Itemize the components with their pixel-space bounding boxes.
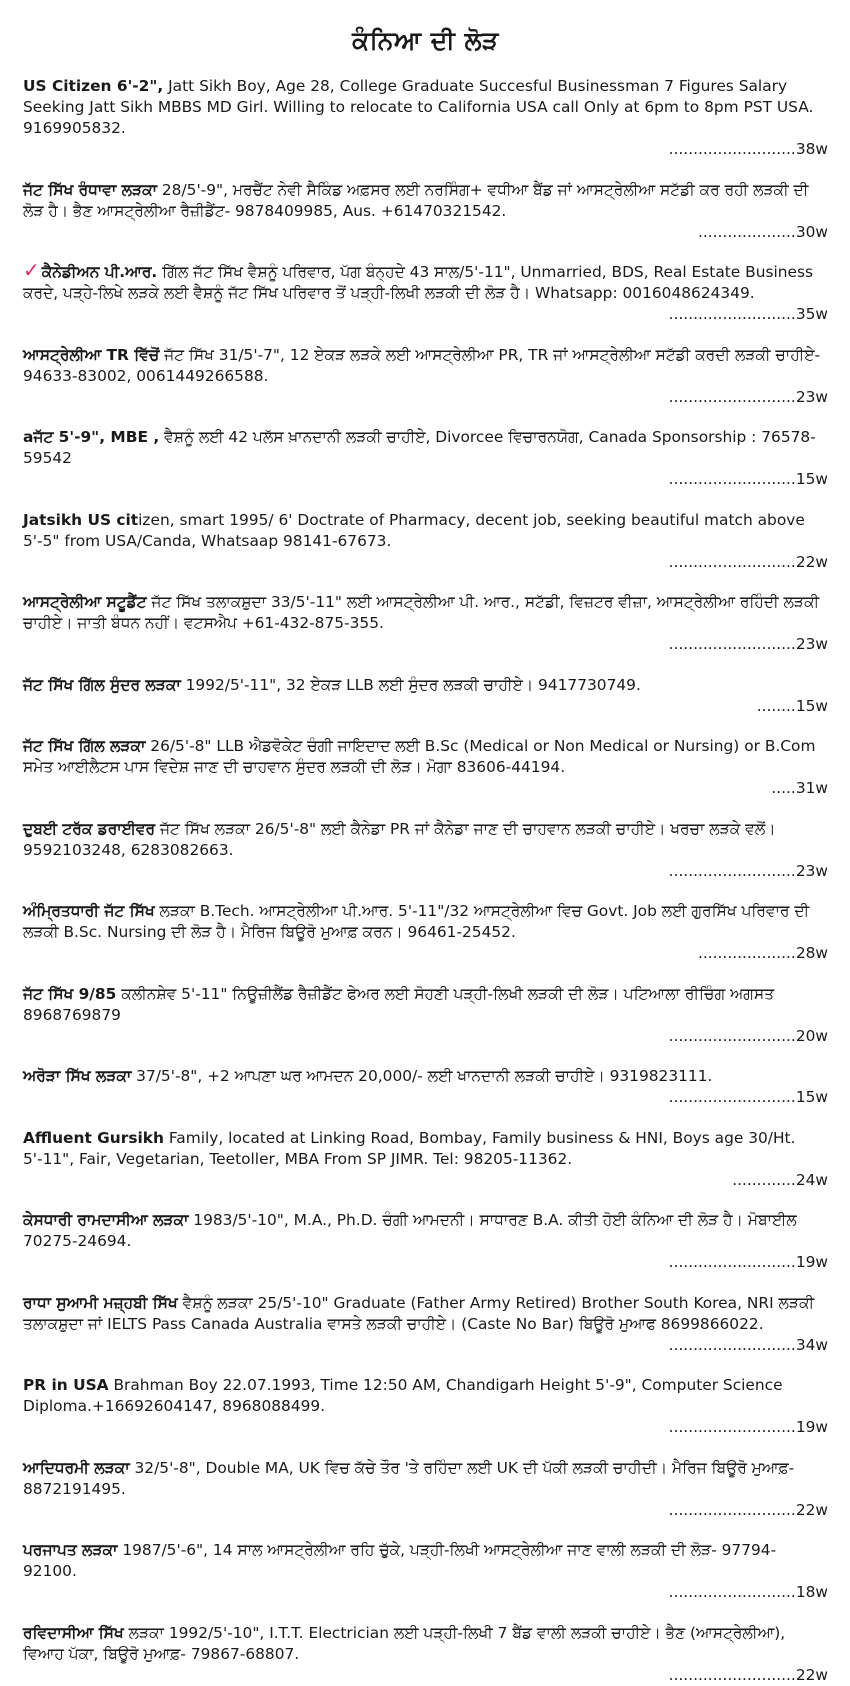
ads-list: [23, 76, 828, 1686]
ad-word-count: .....31w: [771, 779, 828, 797]
classified-ad: [23, 180, 828, 243]
ad-price-line: [23, 943, 828, 964]
ad-price-line: [23, 139, 828, 160]
ad-lead: ਆਸਟ੍ਰੇਲੀਆ ਸਟੂਡੈਂਟ: [23, 593, 147, 611]
ad-text: 37/5'-8", +2 ਆਪਣਾ ਘਰ ਆਮਦਨ 20,000/- ਲਈ ਖਾਨਦਾਨੀ ਲੜਕੀ ਚਾਹੀਏ। 9319823111.: [131, 1067, 713, 1085]
ad-lead: aਜੱਟ 5'-9", MBE ,: [23, 428, 160, 446]
ad-body: [23, 1210, 828, 1252]
ad-word-count: ..........................19w: [668, 1253, 828, 1271]
ad-body: [23, 819, 828, 861]
ad-body: [23, 592, 828, 634]
ad-word-count: ..........................22w: [668, 552, 828, 571]
ad-price-line: [23, 1252, 828, 1273]
ad-body: [23, 675, 828, 696]
ad-lead: PR in USA: [23, 1376, 109, 1394]
ad-lead: ਅਰੋੜਾ ਸਿੱਖ ਲੜਕਾ: [23, 1067, 132, 1085]
ad-body: [23, 427, 828, 469]
ad-text: 1983/5'-10", M.A., Ph.D. ਚੰਗੀ ਆਮਦਨੀ। ਸਾਧਾਰਣ B.A. ਕੀਤੀ ਹੋਈ ਕੰਨਿਆ ਦੀ ਲੋੜ ਹੈ। ਮੋਬਾਈਲ 70275-24694.: [23, 1211, 797, 1250]
ad-body: [23, 1375, 828, 1417]
ad-lead: ਜੱਟ ਸਿੱਖ ਗਿੱਲ ਸੁੰਦਰ ਲੜਕਾ: [23, 675, 181, 694]
classified-ad: [23, 1540, 828, 1603]
ad-lead: US Citizen 6'-2",: [23, 77, 164, 95]
ad-price-line: [23, 1026, 828, 1047]
ad-body: [23, 258, 828, 304]
classified-ad: [23, 1623, 828, 1686]
ad-price-line: [23, 1170, 828, 1191]
ad-text: ਗਿੱਲ ਜੱਟ ਸਿੱਖ ਵੈਸ਼ਨੂੰ ਪਰਿਵਾਰ, ਪੱਗ ਬੰਨ੍ਹਦੇ 43 ਸਾਲ/5'-11", Unmarried, BDS, Real Estate Business ਕਰਦੇ, ਪੜ੍ਹੇ-ਲਿਖੇ ਲੜਕੇ ਲਈ ਵੈਸ਼ਨੂੰ ਜੱਟ ਸਿੱਖ ਪਰਿਵਾਰ ਤੋਂ ਪੜ੍ਹੀ-ਲਿਖੀ ਲੜਕੀ ਦੀ ਲੋੜ ਹੈ। Whatsapp: 0016048624349.: [23, 263, 814, 302]
ad-body: [23, 1128, 828, 1170]
classified-ad: [23, 592, 828, 655]
ad-body: [23, 510, 828, 552]
ad-lead: ਜੱਟ ਸਿੱਖ 9/85: [23, 984, 117, 1003]
ad-word-count: ..........................34w: [668, 1335, 828, 1354]
ad-lead: ਜੱਟ ਸਿੱਖ ਗਿੱਲ ਲੜਕਾ: [23, 737, 146, 755]
classified-ad: [23, 510, 828, 573]
ad-price-line: [23, 861, 828, 882]
ad-price-line: [23, 469, 828, 490]
ad-body: [23, 180, 828, 222]
ad-word-count: ........15w: [756, 696, 828, 715]
ad-word-count: ..........................23w: [668, 387, 828, 406]
classified-ad: [23, 1293, 828, 1356]
ad-price-line: [23, 1500, 828, 1521]
classified-ad: [23, 1066, 828, 1108]
ad-lead: ਰਵਿਦਾਸੀਆ ਸਿੱਖ: [23, 1623, 124, 1642]
ad-price-line: [23, 1087, 828, 1108]
ad-text: ਜੱਟ ਸਿੱਖ 31/5'-7", 12 ਏਕੜ ਲੜਕੇ ਲਈ ਆਸਟ੍ਰੇਲੀਆ PR, TR ਜਾਂ ਆਸਟ੍ਰੇਲੀਆ ਸਟੱਡੀ ਕਰਦੀ ਲੜਕੀ ਚਾਹੀਏ- 94633-83002, 0061449266588.: [23, 345, 821, 385]
ad-text: izen, smart 1995/ 6' Doctrate of Pharmacy, decent job, seeking beautiful match above 5'-5" from USA/Canda, Whatsaap 98141-67673.: [23, 510, 805, 550]
ad-body: [23, 76, 828, 139]
ad-body: [23, 1293, 828, 1335]
ad-word-count: .............24w: [732, 1170, 828, 1189]
ad-text: 26/5'-8" LLB ਐਡਵੋਕੇਟ ਚੰਗੀ ਜਾਇਦਾਦ ਲਈ B.Sc (Medical or Non Medical or Nursing) or B.Com ਸਮੇਤ ਆਈਲੈਟਸ ਪਾਸ ਵਿਦੇਸ਼ ਜਾਣ ਦੀ ਚਾਹਵਾਨ ਸੁੰਦਰ ਲੜਕੀ ਦੀ ਲੋੜ। ਮੋਗਾ 83606-44194.: [23, 737, 816, 776]
classified-ad: [23, 345, 828, 408]
ad-body: [23, 1623, 828, 1665]
ad-lead: ਆਦਿਧਰਮੀ ਲੜਕਾ: [23, 1458, 130, 1477]
ad-lead: ਕੈਨੇਡੀਅਨ ਪੀ.ਆਰ.: [41, 263, 158, 281]
ad-price-line: [23, 304, 828, 325]
ad-word-count: ..........................38w: [668, 140, 828, 158]
classified-ad: [23, 1128, 828, 1191]
ad-body: [23, 345, 828, 387]
ad-text: 1992/5'-11", 32 ਏਕੜ LLB ਲਈ ਸੁੰਦਰ ਲੜਕੀ ਚਾਹੀਏ। 9417730749.: [180, 675, 641, 694]
ad-price-line: [23, 634, 828, 655]
classified-ad: [23, 1210, 828, 1273]
ad-body: [23, 984, 828, 1026]
ad-price-line: [23, 1582, 828, 1603]
ad-body: [23, 901, 828, 943]
ad-lead: ਦੁਬਈ ਟਰੱਕ ਡਰਾਈਵਰ: [23, 819, 156, 838]
ad-word-count: ..........................23w: [668, 635, 828, 653]
ad-text: ਜੱਟ ਸਿੱਖ ਤਲਾਕਸ਼ੁਦਾ 33/5'-11" ਲਈ ਆਸਟ੍ਰੇਲੀਆ ਪੀ. ਆਰ., ਸਟੱਡੀ, ਵਿਜ਼ਟਰ ਵੀਜ਼ਾ, ਆਸਟ੍ਰੇਲੀਆ ਰਹਿੰਦੀ ਲੜਕੀ ਚਾਹੀਏ। ਜਾਤੀ ਬੰਧਨ ਨਹੀਂ। ਵਟਸਐਪ +61-432-875-355.: [23, 593, 820, 632]
ad-lead: ਕੇਸਧਾਰੀ ਰਾਮਦਾਸੀਆ ਲੜਕਾ: [23, 1211, 189, 1229]
classified-ad: [23, 76, 828, 160]
classified-ad: [23, 427, 828, 490]
ad-word-count: ....................28w: [697, 944, 828, 962]
ad-text: Brahman Boy 22.07.1993, Time 12:50 AM, Chandigarh Height 5'-9", Computer Science Diploma.+16692604147, 8968088499.: [23, 1376, 783, 1415]
ad-lead: ਆਸਟ੍ਰੇਲੀਆ TR ਵਿੱਚੋਂ: [23, 345, 160, 364]
ad-word-count: ..........................18w: [668, 1583, 828, 1601]
classified-ad: [23, 819, 828, 882]
ad-word-count: ..........................22w: [668, 1500, 828, 1519]
ad-text: 32/5'-8", Double MA, UK ਵਿਚ ਕੱਚੇ ਤੌਰ 'ਤੇ ਰਹਿੰਦਾ ਲਈ UK ਦੀ ਪੱਕੀ ਲੜਕੀ ਚਾਹੀਦੀ। ਮੈਰਿਜ ਬਿਊਰੋ ਮੁਆਫ਼- 8872191495.: [23, 1458, 795, 1498]
ad-text: 28/5'-9", ਮਰਚੈਂਟ ਨੇਵੀ ਸੈਕਿੰਡ ਅਫ਼ਸਰ ਲਈ ਨਰਸਿੰਗ+ ਵਧੀਆ ਬੈਂਡ ਜਾਂ ਆਸਟ੍ਰੇਲੀਆ ਸਟੱਡੀ ਕਰ ਰਹੀ ਲੜਕੀ ਦੀ ਲੋੜ ਹੈ। ਭੈਣ ਆਸਟ੍ਰੇਲੀਆ ਰੈਜ਼ੀਡੈਂਟ- 9878409985, Aus. +61470321542.: [23, 180, 809, 220]
ad-text: ਜੱਟ ਸਿੱਖ ਲੜਕਾ 26/5'-8" ਲਈ ਕੈਨੇਡਾ PR ਜਾਂ ਕੈਨੇਡਾ ਜਾਣ ਦੀ ਚਾਹਵਾਨ ਲੜਕੀ ਚਾਹੀਏ। ਖਰਚਾ ਲੜਕੇ ਵਲੋਂ। 9592103248, 6283082663.: [23, 819, 776, 859]
ad-word-count: ..........................15w: [668, 470, 828, 488]
checkmark-icon: ✓: [23, 258, 40, 282]
ad-price-line: [23, 1665, 828, 1686]
ad-lead: ਪਰਜਾਪਤ ਲੜਕਾ: [23, 1541, 118, 1559]
ad-text: Family, located at Linking Road, Bombay, Family business & HNI, Boys age 30/Ht. 5'-11", Fair, Vegetarian, Teetoller, MBA From SP JIMR. Tel: 98205-11362.: [23, 1128, 796, 1168]
ad-text: ਕਲੀਨਸ਼ੇਵ 5'-11" ਨਿਊਜ਼ੀਲੈਂਡ ਰੈਜ਼ੀਡੈਂਟ ਫੇਅਰ ਲਈ ਸੋਹਣੀ ਪੜ੍ਹੀ-ਲਿਖੀ ਲੜਕੀ ਦੀ ਲੋੜ। ਪਟਿਆਲਾ ਰੀਚਿੰਗ ਅਗਸਤ 8968769879: [23, 984, 774, 1024]
ad-price-line: [23, 552, 828, 573]
ad-word-count: ..........................19w: [668, 1418, 828, 1436]
ad-price-line: [23, 696, 828, 717]
ad-price-line: [23, 778, 828, 799]
ad-lead: ਰਾਧਾ ਸੁਆਮੀ ਮਜ਼੍ਹਬੀ ਸਿੱਖ: [23, 1293, 178, 1312]
ad-lead: ਅੰਮ੍ਰਿਤਧਾਰੀ ਜੱਟ ਸਿੱਖ: [23, 902, 155, 920]
classified-ad: [23, 1375, 828, 1438]
ad-price-line: [23, 222, 828, 243]
classified-ad: [23, 258, 828, 325]
ad-body: [23, 1066, 828, 1087]
classified-ad: [23, 736, 828, 799]
ad-text: 1987/5'-6", 14 ਸਾਲ ਆਸਟ੍ਰੇਲੀਆ ਰਹਿ ਚੁੱਕੇ, ਪੜ੍ਹੀ-ਲਿਖੀ ਆਸਟ੍ਰੇਲੀਆ ਜਾਣ ਵਾਲੀ ਲੜਕੀ ਦੀ ਲੋੜ- 97794-92100.: [23, 1541, 777, 1580]
ad-price-line: [23, 1335, 828, 1356]
classified-ad: [23, 1458, 828, 1521]
classified-ad: [23, 984, 828, 1047]
ad-body: [23, 736, 828, 778]
ad-word-count: ..........................15w: [668, 1088, 828, 1106]
ad-word-count: ..........................35w: [668, 305, 828, 323]
ad-body: [23, 1540, 828, 1582]
ad-word-count: ....................30w: [697, 222, 828, 241]
ad-text: ਵੈਸ਼ਨੂੰ ਲੜਕਾ 25/5'-10" Graduate (Father Army Retired) Brother South Korea, NRI ਲੜਕੀ ਤਲਾਕਸ਼ੁਦਾ ਜਾਂ IELTS Pass Canada Australia ਵਾਸਤੇ ਲੜਕੀ ਚਾਹੀਏ। (Caste No Bar) ਬਿਊਰੋ ਮੁਆਫ 8699866022.: [23, 1293, 815, 1333]
ad-price-line: [23, 1417, 828, 1438]
classified-ad: [23, 675, 828, 717]
ad-body: [23, 1458, 828, 1500]
ad-word-count: ..........................20w: [668, 1026, 828, 1045]
ad-price-line: [23, 387, 828, 408]
ad-lead: Affluent Gursikh: [23, 1128, 164, 1147]
ad-word-count: ..........................23w: [668, 861, 828, 880]
ad-text: Jatt Sikh Boy, Age 28, College Graduate Succesful Businessman 7 Figures Salary Seeking Jatt Sikh MBBS MD Girl. Willing to relocate to California USA call Only at 6pm to 8pm PST USA. 9169905832.: [23, 77, 814, 137]
ad-text: ਲੜਕਾ 1992/5'-10", I.T.T. Electrician ਲਈ ਪੜ੍ਹੀ-ਲਿਖੀ 7 ਬੈਂਡ ਵਾਲੀ ਲੜਕੀ ਚਾਹੀਏ। ਭੈਣ (ਆਸਟ੍ਰੇਲੀਆ), ਵਿਆਹ ਪੱਕਾ, ਬਿਊਰੋ ਮੁਆਫ਼- 79867-68807.: [23, 1623, 786, 1663]
ad-text: ਵੈਸ਼ਨੂੰ ਲਈ 42 ਪਲੱਸ ਖ਼ਾਨਦਾਨੀ ਲੜਕੀ ਚਾਹੀਏ, Divorcee ਵਿਚਾਰਨਯੋਗ, Canada Sponsorship : 76578-59542: [23, 428, 816, 467]
page-title: ਕੰਨਿਆ ਦੀ ਲੋੜ: [352, 26, 499, 55]
ad-lead: Jatsikh US cit: [23, 510, 139, 529]
ad-word-count: ..........................22w: [668, 1665, 828, 1684]
ad-lead: ਜੱਟ ਸਿੱਖ ਰੰਧਾਵਾ ਲੜਕਾ: [23, 180, 157, 199]
ad-text: ਲੜਕਾ B.Tech. ਆਸਟ੍ਰੇਲੀਆ ਪੀ.ਆਰ. 5'-11"/32 ਆਸਟ੍ਰੇਲੀਆ ਵਿਚ Govt. Job ਲਈ ਗੁਰਸਿੱਖ ਪਰਿਵਾਰ ਦੀ ਲੜਕੀ B.Sc. Nursing ਦੀ ਲੋੜ ਹੈ। ਮੈਰਿਜ ਬਿਊਰੋ ਮੁਆਫ਼ ਕਰਨ। 96461-25452.: [23, 902, 810, 941]
classified-ad: [23, 901, 828, 964]
